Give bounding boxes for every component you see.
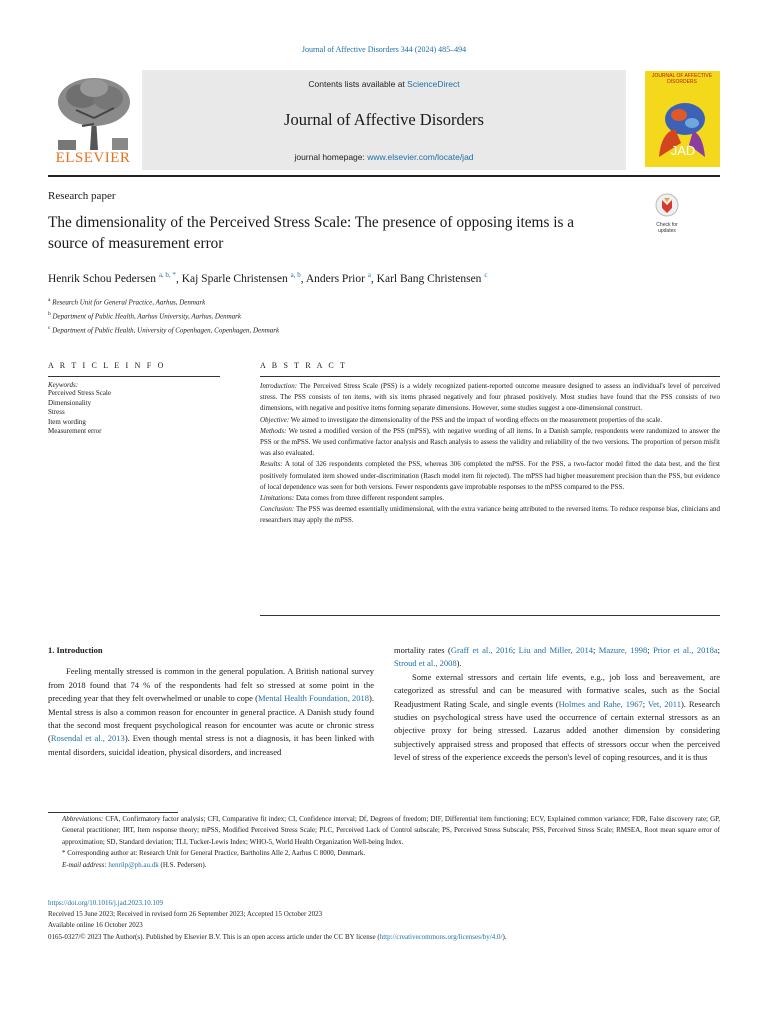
author-affiliation-marks[interactable]: a, b, * (158, 271, 176, 279)
abstract-body (260, 381, 720, 527)
abstract-objective (260, 415, 720, 426)
elsevier-tree-icon (52, 74, 134, 152)
affiliation-text: Research Unit for General Practice, Aarhus, Denmark (52, 298, 206, 307)
abstract-section-text: The PSS was deemed essentially unidimensional, with the extra variance being attributed to the reversed items. To reduce response bias, clinicians and researchers may apply the mPSS. (260, 505, 720, 525)
journal-homepage-link[interactable]: www.elsevier.com/locate/jad (367, 152, 474, 162)
abstract-section-text: Data comes from three different respondent samples. (294, 494, 445, 503)
corresponding-text: Corresponding author at: Research Unit for General Practice, Bartholins Alle 2, Aarhus C 8000, Denmark. (65, 849, 366, 858)
contents-prefix: Contents lists available at (308, 79, 408, 89)
body-column-left (48, 644, 374, 759)
abbreviations-heading: Abbreviations: (62, 815, 104, 823)
abstract-introduction (260, 381, 720, 415)
email-link[interactable]: henrilp@ph.au.dk (108, 860, 159, 869)
email-suffix: (H.S. Pedersen). (158, 860, 207, 869)
cover-logo: JAD (670, 143, 696, 158)
citation-link[interactable]: Mazure, 1998 (598, 645, 648, 655)
journal-homepage-line (142, 152, 626, 162)
abstract-section-text: A total of 326 respondents completed the PSS, whereas 306 completed the mPSS. For the PSS, a two-factor model fitted the data best, and the first positively formulated item showed under-discrimination (Rasch model item fit rejected). The mPSS had higher measurement precision than the PSS, but evidence of local dependence was seen for both versions. Fewer respondents gave improbable responses to the mPSS compared to the PSS. (260, 460, 720, 491)
abstract-methods (260, 426, 720, 460)
body-text: ; (512, 645, 519, 655)
citation-link[interactable]: Liu and Miller, 2014 (518, 645, 594, 655)
license-line (48, 932, 720, 943)
body-text: ; (642, 698, 648, 709)
body-text: ). Research studies on psychological stress have used the occurrence of certain external stressors as an objective proxy for being stressed. Lazarus added another dimension by considering subjectively appraised stress and proposed that effects of stressors occur when the perceived level of stress of the experience exceeds the person's level of coping resources, and it is thus (394, 698, 720, 763)
paper-title: The dimensionality of the Perceived Stress Scale: The presence of opposing items is a source of measurement error (48, 214, 575, 252)
author-name[interactable]: Kaj Sparle Christensen (181, 272, 288, 285)
body-text: ). Mental stress is also a common reason for encounter in general practice. A Danish study found that the second most frequent psychological reason for encounter was acute or chronic stress ( (48, 693, 374, 744)
abstract-results (260, 459, 720, 493)
abstract-bottom-rule (260, 615, 720, 616)
affiliation-text: Department of Public Health, University of Copenhagen, Copenhagen, Denmark (52, 325, 280, 334)
body-text: Feeling mentally stressed is common in the general population. A British national survey from 2018 found that 74 % of the respondents had felt so stressed at some point in the preceding year that they felt overwhelmed or unable to cope ( (48, 666, 374, 704)
affiliation-text: Department of Public Health, Aarhus University, Aarhus, Denmark (52, 312, 241, 321)
crossmark-badge[interactable] (650, 193, 684, 234)
publisher-logo[interactable] (48, 70, 138, 170)
footnotes (48, 814, 720, 871)
citation-link[interactable]: Mental Health Foundation, 2018 (257, 693, 370, 704)
body-text: mortality rates ( (394, 645, 451, 655)
keyword: Measurement error (48, 427, 102, 435)
article-info-heading: A R T I C L E I N F O (48, 361, 166, 370)
abstract-conclusion (260, 504, 720, 526)
author-affiliation-marks[interactable]: c (484, 271, 488, 279)
body-text: ; (593, 645, 599, 655)
affiliation-mark: a (48, 297, 51, 303)
keywords-heading: Keywords: (48, 381, 79, 389)
affiliation-item (48, 295, 720, 309)
crossmark-label: Check for updates (656, 222, 678, 234)
publisher-wordmark: ELSEVIER (55, 150, 131, 166)
body-text: ). (456, 658, 462, 669)
contents-lists-line (142, 79, 626, 89)
journal-cover-image[interactable] (645, 71, 720, 167)
corresponding-author-footnote (48, 848, 720, 859)
abstract-section-text: We tested a modified version of the PSS (mPSS), with negative wording of all items. In a Danish sample, respondents were randomized to answer the PSS or the mPSS. We used confirmative factor analysis and Rasch analysis to assess the validity and reliability of the two versions. The proportion of person misfit was also evaluated. (260, 426, 720, 458)
email-footnote (48, 860, 720, 871)
affiliation-mark: b (48, 310, 51, 317)
body-text: Some external stressors and certain life events, e.g., job loss and bereavement, are categorized as stressful and can be measured with formative scales, such as the Social Readjustment Rating Scale, and single events ( (394, 671, 720, 709)
keyword: Dimensionality (48, 398, 92, 407)
crossmark-icon (655, 193, 679, 217)
abstract-heading: A B S T R A C T (260, 361, 348, 370)
author-affiliation-marks[interactable]: a (367, 271, 371, 279)
citation-link[interactable]: Rosendal et al., 2013 (50, 733, 125, 744)
journal-banner (142, 70, 626, 170)
homepage-prefix: journal homepage: (294, 152, 368, 162)
abstract-section-text: We aimed to investigate the dimensionality of the PSS and the impact of wording effects on the measurement properties of the scale. (289, 415, 663, 424)
keyword: Item wording (48, 417, 86, 426)
abstract-section-text: The Perceived Stress Scale (PSS) is a widely recognized patient-reported outcome measure designed to assess an individual's level of perceived stress. The PSS consists of ten items, with six items phrased negatively and four phrased positively. Most studies have found that the PSS consists of two dimensions, with negative and positive items forming separate dimensions. However, some studies suggest a one-dimensional construct. (260, 382, 720, 413)
abstract-section-head: Methods: (260, 426, 287, 435)
body-paragraph (394, 671, 720, 765)
abstract-panel (260, 361, 720, 527)
author-name[interactable]: Karl Bang Christensen (376, 272, 482, 285)
body-text: ). Even though mental stress is not a diagnosis, it has been linked with mental disorders, suicidal ideation, physical disorders, and increased (48, 733, 374, 757)
footnote-rule (48, 812, 178, 813)
citation-link[interactable]: Holmes and Rahe, 1967 (558, 698, 643, 709)
article-info-rule (48, 376, 220, 377)
author-affiliation-marks[interactable]: a, b (290, 271, 301, 279)
online-date: Available online 16 October 2023 (48, 921, 143, 930)
license-prefix: 0165-0327/© 2023 The Author(s). Published by Elsevier B.V. This is an open access article under the CC BY license ( (48, 932, 380, 941)
affiliation-item (48, 309, 720, 323)
journal-reference[interactable]: Journal of Affective Disorders 344 (2024) 485–494 (301, 45, 467, 54)
paper-type: Research paper (48, 190, 116, 202)
body-column-right (394, 644, 720, 765)
abbreviations-footnote (48, 814, 720, 848)
cover-title: JOURNAL OF AFFECTIVE DISORDERS (651, 73, 713, 85)
author-name[interactable]: Anders Prior (305, 272, 365, 285)
abbreviations-text: CFA, Confirmatory factor analysis; CFI, Comparative fit index; CI, Confidence interval; Df, Degrees of freedom; DIF, Differential item functioning; ECV, Explained common variance; FDR, False discovery rate; GP, General practitioner; IRT, Item response theory; mPSS, Modified Perceived Stress Scale; PLC, Perceived Lack of Control subscale; PS, Perceived Stress Subscale; PSS, Perceived Stress Scale; RMSEA, Root mean square error of approximation; SD, Standard deviation; TLI, Tucker-Lewis Index; WHO-5, World Health Organization Well-being Index. (62, 815, 720, 846)
author-name[interactable]: Henrik Schou Pedersen (48, 272, 156, 285)
sciencedirect-link[interactable]: ScienceDirect (407, 79, 460, 89)
received-dates: Received 15 June 2023; Received in revised form 26 September 2023; Accepted 15 October 2023 (48, 910, 323, 919)
body-text: ; (647, 645, 654, 655)
masthead-rule (48, 175, 720, 177)
section-heading-introduction: 1. Introduction (48, 645, 103, 655)
citation-link[interactable]: Vet, 2011 (647, 698, 681, 709)
abstract-section-head: Objective: (260, 415, 290, 424)
citation-link[interactable]: Stroud et al., 2008 (394, 658, 457, 669)
keyword: Stress (48, 408, 65, 416)
license-link[interactable]: http://creativecommons.org/licenses/by/4.0/ (379, 932, 503, 941)
cover-art (645, 71, 720, 167)
abstract-section-head: Introduction: (260, 382, 298, 390)
affiliations (48, 295, 720, 336)
citation-link[interactable]: Prior et al., 2018a (653, 645, 718, 655)
body-text: ; (717, 645, 720, 655)
abstract-section-head: Conclusion: (260, 505, 295, 514)
affiliation-item (48, 323, 720, 337)
journal-title: Journal of Affective Disorders (284, 110, 484, 129)
license-suffix: ). (502, 932, 507, 941)
doi-link[interactable]: https://doi.org/10.1016/j.jad.2023.10.109 (48, 899, 163, 907)
article-info-panel (48, 361, 220, 437)
publication-info (48, 898, 720, 943)
abstract-section-head: Results: (260, 460, 283, 469)
corresponding-mark: * (62, 849, 66, 858)
citation-link[interactable]: Graff et al., 2016 (450, 645, 513, 655)
author-list: Henrik Schou Pedersen $^{a, b, *}$, Kaj Sparle Christensen $^{a, b}$, Anders Prior $^a$, Karl Bang Christensen $^c$ (48, 271, 488, 285)
body-paragraph (48, 665, 374, 759)
email-label: E-mail address: (62, 860, 109, 869)
abstract-section-head: Limitations: (260, 494, 295, 503)
affiliation-mark: c (48, 324, 51, 331)
body-paragraph-continuation (394, 644, 720, 671)
abstract-limitations (260, 493, 720, 504)
keyword: Perceived Stress Scale (48, 389, 111, 397)
abstract-rule (260, 376, 720, 377)
masthead (48, 70, 720, 170)
